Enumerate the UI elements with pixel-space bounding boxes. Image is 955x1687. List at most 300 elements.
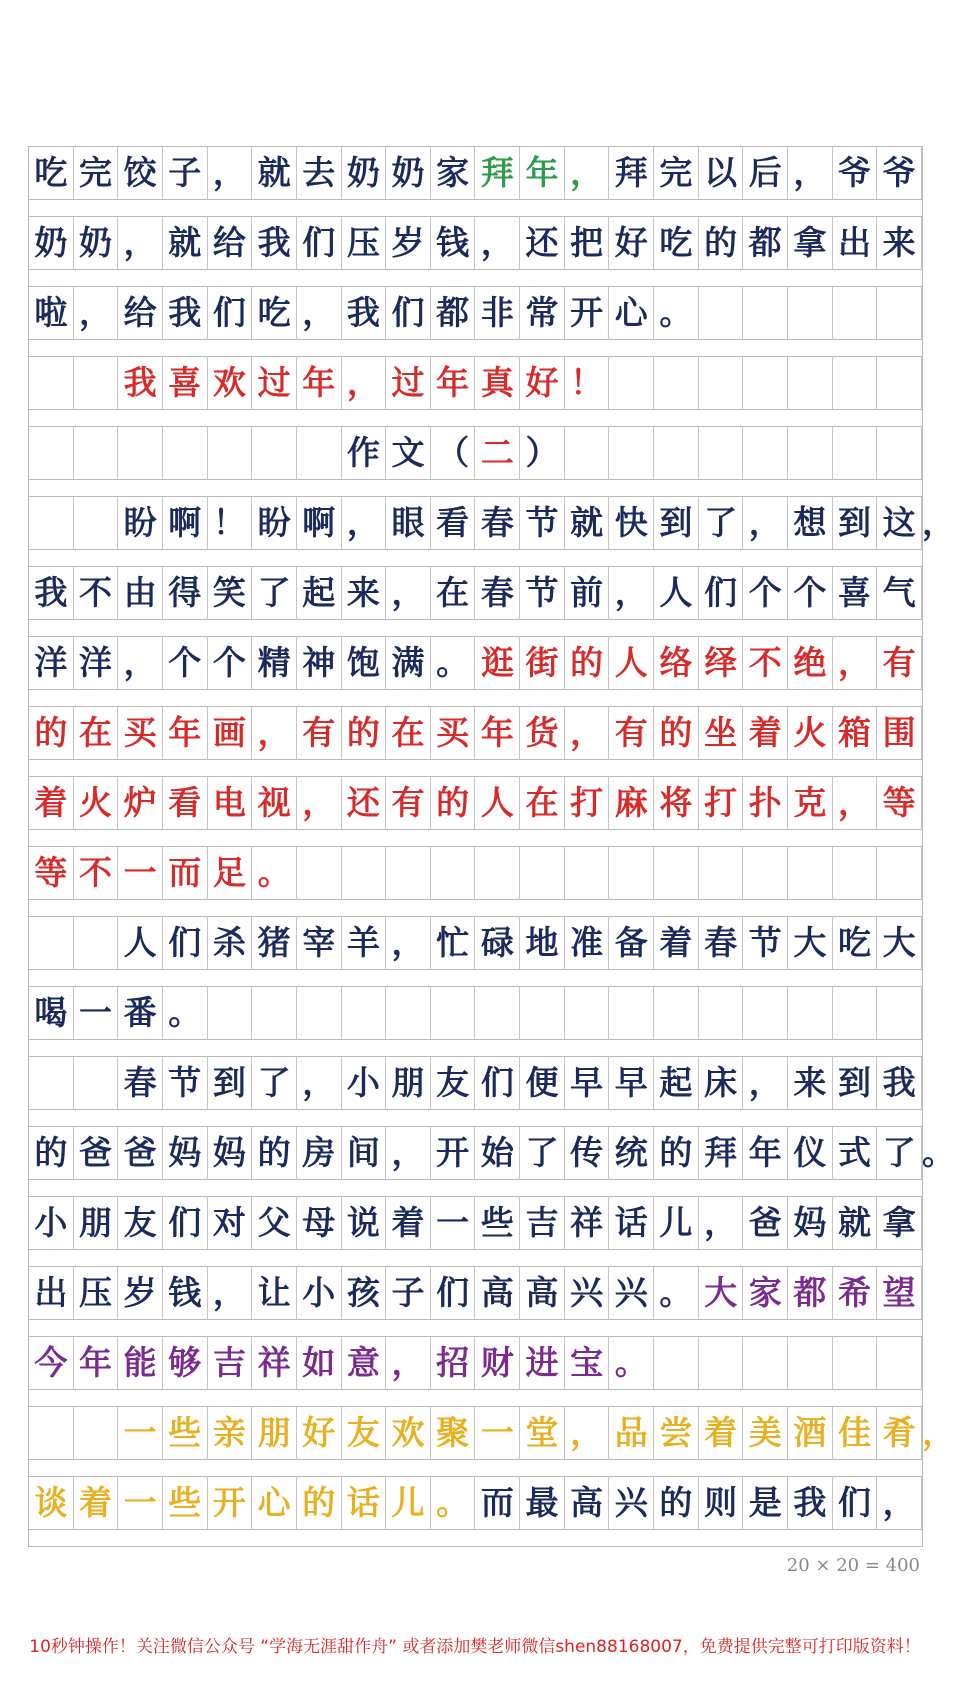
grid-row [29,1337,922,1407]
grid-cell: 在 [386,707,431,759]
grid-cell: 母 [297,1197,342,1249]
grid-cell [699,357,744,409]
grid-cell: 一 [74,987,119,1039]
grid-cell [386,847,431,899]
row-gap-line [29,829,922,847]
grid-cell [476,987,521,1039]
row-gap-line [29,1039,922,1057]
grid-cell: 足 [208,847,253,899]
grid-cell: 拜 [699,1127,744,1179]
grid-cell: ， [252,707,297,759]
grid-cell: ， [118,637,163,689]
grid-cell: 不 [74,567,119,619]
grid-cell [565,847,610,899]
grid-cell: 地 [520,917,565,969]
grid-cell: 络 [654,637,699,689]
grid-cell [788,1337,833,1389]
grid-size-label: 20 × 20 = 400 [786,1555,920,1576]
grid-cell [342,847,387,899]
grid-row [29,497,955,567]
grid-cell: 在 [431,567,476,619]
grid-cell: 妈 [163,1127,208,1179]
grid-cell: 画 [208,707,253,759]
grid-cell: 。 [654,1267,699,1319]
grid-cell [565,427,610,479]
grid-cell [609,427,654,479]
grid-cell: 炉 [118,777,163,829]
grid-cell [386,987,431,1039]
grid-cell [431,847,476,899]
row-gap-line [29,689,922,707]
grid-cell: 床 [699,1057,744,1109]
grid-cell: 来 [342,567,387,619]
grid-cell: 着 [743,707,788,759]
grid-cell: 人 [654,567,699,619]
grid-cell [833,1337,878,1389]
grid-cell: 子 [163,147,208,199]
grid-cell [297,847,342,899]
grid-cell [833,427,878,479]
grid-cell: 我 [788,1477,833,1529]
grid-cell [654,1337,699,1389]
grid-cell: 开 [565,287,610,339]
grid-cell: 式 [833,1127,878,1179]
grid-cell: ， [609,567,654,619]
grid-cell [699,987,744,1039]
grid-cell [788,427,833,479]
grid-cell: 年 [520,147,565,199]
grid-cell: 买 [118,707,163,759]
grid-cell: 房 [297,1127,342,1179]
grid-cell [833,287,878,339]
grid-cell: 完 [654,147,699,199]
grid-cell: 了 [520,1127,565,1179]
grid-cell: 们 [476,1057,521,1109]
composition-grid-paper [28,146,955,1547]
grid-cell: 货 [520,707,565,759]
grid-cell: 有 [609,707,654,759]
grid-cell: 春 [476,497,521,549]
grid-cell: 等 [877,777,922,829]
grid-cell: 些 [163,1407,208,1459]
grid-cell: 打 [699,777,744,829]
grid-cell [252,427,297,479]
grid-cell: ， [297,777,342,829]
grid-cell: 朋 [386,1057,431,1109]
grid-cell: 真 [476,357,521,409]
grid-row [29,1127,955,1197]
grid-cell: 克 [788,777,833,829]
grid-cell: 爸 [743,1197,788,1249]
grid-cell: 备 [609,917,654,969]
grid-cell: 品 [609,1407,654,1459]
grid-cell: 们 [163,917,208,969]
grid-cell: 佳 [833,1407,878,1459]
grid-cell: 我 [342,287,387,339]
grid-cell: 奶 [29,217,74,269]
grid-cell [520,847,565,899]
grid-cell: 火 [74,777,119,829]
grid-cell: 说 [342,1197,387,1249]
grid-cell: 喜 [833,567,878,619]
grid-cell: 吃 [833,917,878,969]
grid-cell: 话 [609,1197,654,1249]
grid-row [29,217,922,287]
grid-cell: 起 [297,567,342,619]
grid-row [29,847,922,917]
grid-cell [208,427,253,479]
grid-cell: 。 [431,637,476,689]
grid-cell [29,917,74,969]
grid-cell: 的 [699,217,744,269]
grid-cell: 快 [609,497,654,549]
grid-cell: 过 [252,357,297,409]
grid-cell [788,287,833,339]
grid-cell: 不 [74,847,119,899]
grid-cell: 吃 [654,217,699,269]
grid-cell: 的 [252,1127,297,1179]
grid-cell [654,847,699,899]
grid-cell [743,987,788,1039]
grid-cell: 们 [386,287,431,339]
grid-cell: 钱 [163,1267,208,1319]
grid-cell: 这 [877,497,922,549]
grid-cell: 而 [163,847,208,899]
grid-cell: 了 [252,567,297,619]
grid-cell [29,1407,74,1459]
grid-cell: 洋 [29,637,74,689]
grid-cell: 以 [699,147,744,199]
grid-cell: 还 [520,217,565,269]
grid-cell: 人 [118,917,163,969]
grid-cell: 祥 [565,1197,610,1249]
grid-cell: 兴 [609,1477,654,1529]
grid-row [29,357,922,427]
grid-cell: 希 [833,1267,878,1319]
grid-cell [654,357,699,409]
grid-cell: 个 [163,637,208,689]
grid-cell: 出 [833,217,878,269]
grid-cell: ， [208,147,253,199]
grid-cell [833,357,878,409]
grid-cell: 着 [386,1197,431,1249]
grid-cell: 去 [297,147,342,199]
grid-cell: 酒 [788,1407,833,1459]
grid-cell: 到 [833,1057,878,1109]
grid-cell: 。 [654,287,699,339]
grid-cell: 的 [654,1477,699,1529]
grid-cell: 财 [476,1337,521,1389]
grid-cell: 啊 [297,497,342,549]
grid-cell [297,427,342,479]
grid-cell: 好 [609,217,654,269]
grid-cell: ， [565,1407,610,1459]
grid-cell: 早 [565,1057,610,1109]
grid-row [29,1197,922,1267]
grid-cell: 神 [297,637,342,689]
grid-cell: 盼 [118,497,163,549]
grid-cell: 宰 [297,917,342,969]
grid-cell: 的 [565,637,610,689]
grid-cell: 等 [29,847,74,899]
grid-cell [788,847,833,899]
grid-cell: 得 [163,567,208,619]
grid-cell: 心 [609,287,654,339]
grid-cell: 最 [520,1477,565,1529]
grid-cell: 心 [252,1477,297,1529]
grid-cell: 们 [297,217,342,269]
grid-cell: 春 [699,917,744,969]
grid-cell: ， [833,637,878,689]
grid-cell [29,497,74,549]
grid-cell: ， [788,147,833,199]
grid-cell: 我 [29,567,74,619]
grid-cell: 想 [788,497,833,549]
grid-cell: 人 [609,637,654,689]
grid-cell: 买 [431,707,476,759]
grid-cell: 传 [565,1127,610,1179]
grid-cell: 到 [208,1057,253,1109]
grid-cell [297,987,342,1039]
grid-cell: 仪 [788,1127,833,1179]
grid-cell: ， [833,777,878,829]
grid-row [29,1267,922,1337]
grid-cell: 过 [386,357,431,409]
grid-cell: 是 [743,1477,788,1529]
grid-cell: 爸 [118,1127,163,1179]
grid-cell: 聚 [431,1407,476,1459]
grid-cell: ， [743,1057,788,1109]
grid-cell: ， [877,1477,922,1529]
grid-cell: 吉 [208,1337,253,1389]
grid-cell: 大 [699,1267,744,1319]
grid-cell: 们 [431,1267,476,1319]
row-gap-line [29,1249,922,1267]
grid-cell [743,427,788,479]
grid-cell: 拜 [609,147,654,199]
grid-cell [118,427,163,479]
row-gap-line [29,1109,922,1127]
overflow-punctuation: 。 [922,1133,955,1172]
grid-cell: 开 [431,1127,476,1179]
grid-cell [208,987,253,1039]
grid-cell: 美 [743,1407,788,1459]
grid-cell [74,1407,119,1459]
grid-cell: 们 [208,287,253,339]
grid-cell: 爷 [877,147,922,199]
grid-cell: 眼 [386,497,431,549]
grid-cell: 。 [431,1477,476,1529]
grid-row [29,1407,955,1477]
grid-cell [833,987,878,1039]
grid-cell: 扑 [743,777,788,829]
grid-cell: 了 [252,1057,297,1109]
grid-cell [833,847,878,899]
grid-cell: 了 [877,1127,922,1179]
grid-cell: 着 [74,1477,119,1529]
grid-cell: 就 [252,147,297,199]
grid-cell: ， [118,217,163,269]
grid-row [29,1057,922,1127]
grid-cell [29,357,74,409]
grid-row [29,987,922,1057]
grid-cell: 而 [476,1477,521,1529]
grid-cell: 儿 [654,1197,699,1249]
grid-cell [609,357,654,409]
grid-cell: 便 [520,1057,565,1109]
grid-cell [877,357,922,409]
grid-cell [877,987,922,1039]
grid-cell: 宝 [565,1337,610,1389]
grid-row [29,917,922,987]
grid-cell: 好 [520,357,565,409]
grid-cell: 满 [386,637,431,689]
grid-cell: 的 [29,1127,74,1179]
grid-cell: 压 [74,1267,119,1319]
grid-row [29,567,922,637]
grid-cell: 年 [431,357,476,409]
grid-cell: ， [565,147,610,199]
grid-cell [29,427,74,479]
grid-cell: 家 [431,147,476,199]
grid-cell: 开 [208,1477,253,1529]
grid-cell: 堂 [520,1407,565,1459]
grid-cell: 羊 [342,917,387,969]
grid-cell: 着 [654,917,699,969]
grid-cell: 妈 [788,1197,833,1249]
grid-cell: 意 [342,1337,387,1389]
grid-cell: 招 [431,1337,476,1389]
grid-cell: 到 [654,497,699,549]
grid-cell: 前 [565,567,610,619]
grid-cell: 饺 [118,147,163,199]
grid-cell: 肴 [877,1407,922,1459]
grid-cell: 一 [476,1407,521,1459]
grid-cell: 。 [163,987,208,1039]
grid-cell: 气 [877,567,922,619]
row-gap-line [29,619,922,637]
grid-cell: ， [476,217,521,269]
grid-cell: 话 [342,1477,387,1529]
grid-cell: （ [431,427,476,479]
grid-cell [476,847,521,899]
grid-cell: 的 [654,707,699,759]
row-gap-line [29,339,922,357]
grid-cell: 坐 [699,707,744,759]
grid-cell: 大 [877,917,922,969]
grid-cell [654,987,699,1039]
grid-cell: 统 [609,1127,654,1179]
grid-cell: 们 [833,1477,878,1529]
grid-cell: 对 [208,1197,253,1249]
row-gap-line [29,1529,922,1547]
grid-cell: 二 [476,427,521,479]
grid-row [29,287,922,357]
grid-cell: ， [565,707,610,759]
grid-cell: 后 [743,147,788,199]
grid-cell [74,1057,119,1109]
grid-cell: 年 [297,357,342,409]
grid-cell: 欢 [386,1407,431,1459]
grid-row [29,427,922,497]
grid-cell: 节 [520,497,565,549]
grid-cell: ， [699,1197,744,1249]
row-gap-line [29,1389,922,1407]
row-gap-line [29,1319,922,1337]
grid-cell: 就 [565,497,610,549]
grid-cell: 在 [74,707,119,759]
grid-cell [877,847,922,899]
grid-cell [699,1337,744,1389]
grid-cell: 常 [520,287,565,339]
grid-cell: 大 [788,917,833,969]
grid-cell: 的 [297,1477,342,1529]
grid-cell: 年 [163,707,208,759]
grid-cell: 街 [520,637,565,689]
grid-cell: 啊 [163,497,208,549]
row-gap-line [29,899,922,917]
grid-cell: 小 [342,1057,387,1109]
grid-cell: 还 [342,777,387,829]
grid-cell: 朋 [252,1407,297,1459]
grid-cell: 早 [609,1057,654,1109]
grid-cell [609,847,654,899]
grid-cell [877,1337,922,1389]
grid-cell: 打 [565,777,610,829]
grid-cell: 节 [520,567,565,619]
row-gap-line [29,479,922,497]
grid-cell: 小 [297,1267,342,1319]
grid-cell: 给 [208,217,253,269]
grid-cell [743,847,788,899]
grid-cell: 们 [163,1197,208,1249]
grid-cell: 岁 [386,217,431,269]
grid-cell: 一 [118,847,163,899]
grid-cell: 兴 [609,1267,654,1319]
grid-cell: 尝 [654,1407,699,1459]
grid-cell: 节 [163,1057,208,1109]
grid-cell: 喜 [163,357,208,409]
grid-cell: 够 [163,1337,208,1389]
grid-cell: 都 [788,1267,833,1319]
grid-cell: 盼 [252,497,297,549]
grid-cell [565,987,610,1039]
grid-cell: 到 [833,497,878,549]
grid-cell: 年 [74,1337,119,1389]
grid-cell: 间 [342,1127,387,1179]
grid-cell: 奶 [342,147,387,199]
grid-cell: 爸 [74,1127,119,1179]
grid-cell: 个 [208,637,253,689]
grid-cell: 谈 [29,1477,74,1529]
grid-cell: ， [386,917,431,969]
grid-cell [29,1057,74,1109]
grid-cell: 有 [297,707,342,759]
grid-cell: ， [208,1267,253,1319]
grid-cell: 一 [118,1477,163,1529]
grid-cell: 则 [699,1477,744,1529]
grid-cell: 出 [29,1267,74,1319]
grid-cell: 饱 [342,637,387,689]
grid-cell: 高 [476,1267,521,1319]
grid-cell: 妈 [208,1127,253,1179]
grid-cell: 人 [476,777,521,829]
row-gap-line [29,409,922,427]
grid-cell: 有 [877,637,922,689]
grid-cell [431,987,476,1039]
grid-cell: 进 [520,1337,565,1389]
grid-cell: ， [342,357,387,409]
